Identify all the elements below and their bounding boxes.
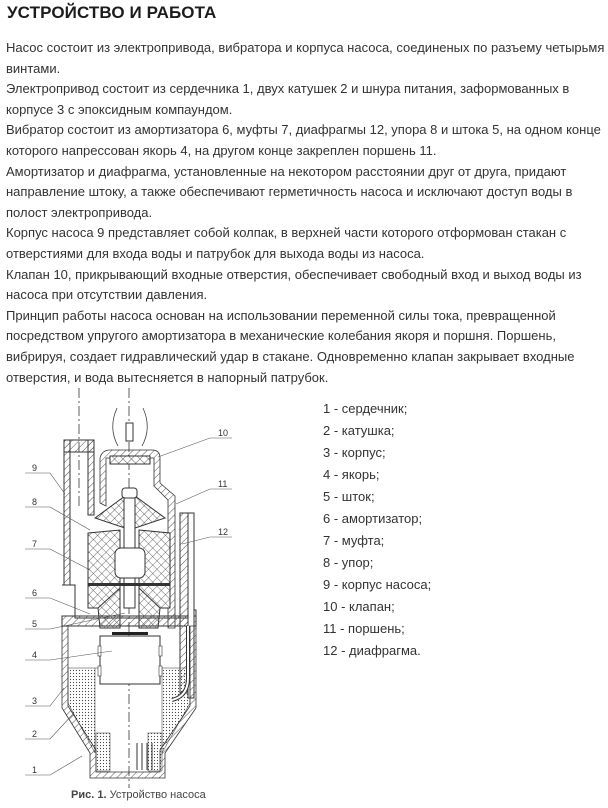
- diagram-label-3: 3: [32, 696, 38, 706]
- legend-item: 9 - корпус насоса;: [323, 577, 432, 592]
- legend-item: 1 - сердечник;: [323, 401, 408, 416]
- description-text: [6, 38, 606, 388]
- legend-item: 7 - муфта;: [323, 533, 385, 548]
- legend-item: 2 - катушка;: [323, 423, 395, 438]
- paragraph: Корпус насоса 9 представляет собой колпак, в верхней части которого отформован стакан с отверстиями для входа воды и патрубок для выхода воды из насоса.: [6, 225, 567, 261]
- page-title: УСТРОЙСТВО И РАБОТА: [7, 3, 217, 22]
- caption-text: Устройство насоса: [106, 789, 206, 801]
- diagram-label-9: 9: [32, 463, 38, 473]
- diagram-label-6: 6: [32, 588, 38, 598]
- paragraph: Принцип работы насоса основан на использовании переменной силы тока, превращенной посредством упругого амортизатора в механические колебания якоря и поршня. Поршень, вибрируя, создает гидравлический удар в стакане. Одновременно клапан закрывает входные отверстия, и вода вытесняется в напорный патрубок.: [6, 307, 575, 385]
- diagram-label-11: 11: [218, 479, 228, 489]
- paragraph: Насос состоит из электропривода, вибратора и корпуса насоса, соединеных по разъему четырьмя винтами.: [6, 40, 605, 76]
- diagram-label-12: 12: [218, 527, 229, 537]
- legend-item: 6 - амортизатор;: [323, 511, 423, 526]
- legend-item: 8 - упор;: [323, 555, 374, 570]
- paragraph: Клапан 10, прикрывающий входные отверстия, обеспечивает свободный вход и выход воды из насоса при отсутствии давления.: [6, 266, 582, 303]
- paragraph: Вибратор состоит из амортизатора 6, муфты 7, диафрагмы 12, упора 8 и штока 5, на одном конце которого напрессован якорь 4, на другом конце закреплен поршень 11.: [6, 122, 601, 158]
- legend-item: 4 - якорь;: [323, 467, 380, 482]
- diagram-label-1: 1: [32, 765, 38, 775]
- paragraph: Электропривод состоит из сердечника 1, двух катушек 2 и шнура питания, заформованных в корпусе 3 с эпоксидным компаундом.: [6, 81, 570, 117]
- diagram-label-10: 10: [218, 428, 229, 438]
- parts-legend: [323, 398, 431, 662]
- diagram-label-5: 5: [32, 619, 38, 629]
- legend-item: 11 - поршень;: [323, 621, 405, 636]
- paragraph: Амортизатор и диафрагма, установленные на некотором расстоянии друг от друга, придают направление штоку, а также обеспечивают герметичность насоса и исключают доступ воды в полост электропривода.: [6, 163, 573, 220]
- diagram-label-8: 8: [32, 497, 38, 507]
- legend-item: 10 - клапан;: [323, 599, 395, 614]
- legend-item: 12 - диафрагма.: [323, 643, 421, 658]
- legend-item: 3 - корпус;: [323, 445, 386, 460]
- diagram-label-2: 2: [32, 729, 38, 739]
- diagram-label-7: 7: [32, 539, 38, 549]
- caption-prefix: Рис. 1.: [71, 789, 107, 801]
- figure-caption: [71, 789, 206, 801]
- diagram-label-4: 4: [32, 650, 38, 660]
- legend-item: 5 - шток;: [323, 489, 375, 504]
- pump-diagram: [0, 378, 300, 788]
